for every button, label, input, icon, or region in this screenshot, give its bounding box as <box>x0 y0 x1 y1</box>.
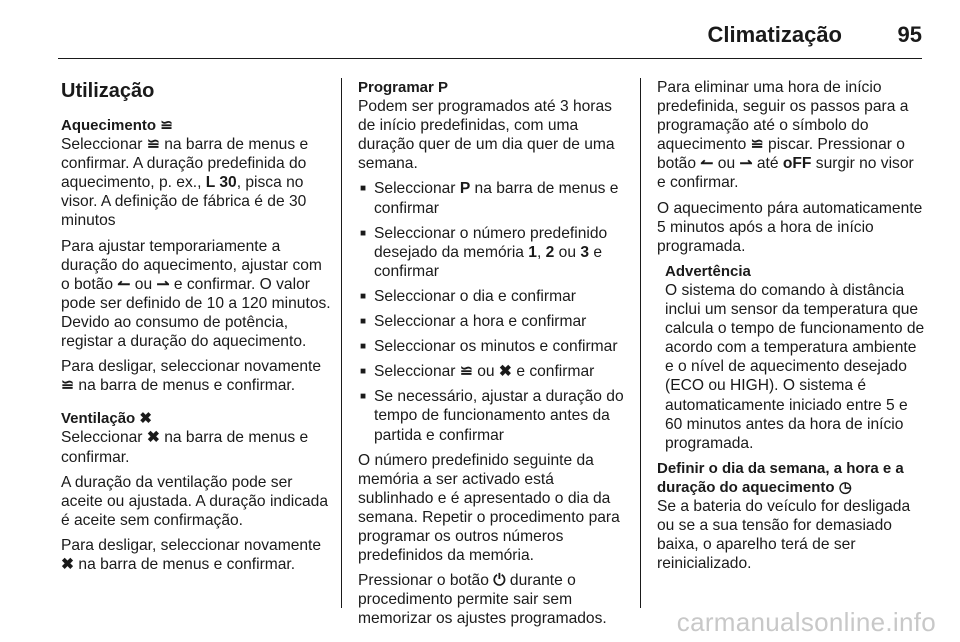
heating-icon: ≌ <box>750 136 764 154</box>
para-vent-2: A duração da ventilação pode ser aceite ou ajustada. A duração indicada é aceite sem confirmação. <box>61 473 329 529</box>
column-divider-2 <box>640 78 641 608</box>
list-item: ■ Seleccionar a hora e confirmar <box>358 312 628 331</box>
heating-icon: ≌ <box>146 136 160 154</box>
heating-icon: ≌ <box>459 363 473 381</box>
heading-ventilation <box>61 409 331 428</box>
watermark: carmanualsonline.info <box>676 607 936 637</box>
section-title: Utilização <box>61 80 155 102</box>
fan-icon: ✖ <box>61 555 75 573</box>
text: surgir no visor e confirmar. <box>657 155 914 192</box>
text: Seleccionar <box>374 363 460 381</box>
text: Para eliminar uma hora de início predefinida, seguir os passos para a programação até o símbolo do aquecimento <box>657 79 909 154</box>
heating-icon: ≌ <box>61 377 75 395</box>
text: , pisca no visor. A definição de fábrica é de 30 minutos <box>61 174 307 230</box>
list-item <box>358 362 628 381</box>
heading-set-day <box>657 459 925 497</box>
bold-text: 3 <box>580 243 590 261</box>
heading-ventilation-text: Ventilação <box>61 410 136 428</box>
bold-text: P <box>459 180 471 198</box>
list-item: ■ Se necessário, ajustar a duração do tempo de funcionamento antes da partida e confirmar <box>358 387 628 444</box>
text: Para desligar, seleccionar novamente <box>61 358 322 376</box>
heading-program: Programar P <box>358 79 449 96</box>
note-title: Advertência <box>665 262 751 280</box>
note-body: O sistema do comando à distância inclui um sensor da temperatura que calcula o tempo de funcionamento de acordo com a temperatura ambiente e o nível de aquecimento desejado (ECO ou HIGH). O sistema é automaticamente iniciado entre 5 e 60 minutos antes da hora de início programada. <box>665 281 925 452</box>
clock-icon: ◷ <box>838 478 852 496</box>
column-3 <box>657 78 925 579</box>
para-vent-1 <box>61 428 331 466</box>
para-heating-2 <box>61 237 331 352</box>
note-box <box>657 262 925 453</box>
list-item <box>358 179 628 217</box>
text: Seleccionar <box>374 180 460 198</box>
text: e confirmar <box>511 363 595 381</box>
text: Seleccionar <box>61 429 147 447</box>
text: na barra de menus e confirmar. <box>74 377 296 395</box>
bold-text: 2 <box>545 243 555 261</box>
text: na barra de menus e confirmar. <box>61 429 309 466</box>
text: Seleccionar <box>61 136 147 154</box>
text: durante o procedimento permite sair sem memorizar os ajustes programados. <box>358 572 607 628</box>
text: Para ajustar temporariamente a duração do aquecimento, ajustar com o botão <box>61 237 322 293</box>
page-header-title: Climatização <box>707 22 842 47</box>
column-2 <box>358 78 628 634</box>
text: ou <box>713 155 740 173</box>
text: Pressionar o botão <box>358 572 494 590</box>
minus-arrow-icon: ↼ <box>117 275 131 293</box>
plus-arrow-icon: ⇀ <box>156 275 170 293</box>
text: , <box>536 243 546 261</box>
text: Para desligar, seleccionar novamente <box>61 536 322 554</box>
fan-icon: ✖ <box>498 363 512 381</box>
list-item: ■ Seleccionar o dia e confirmar <box>358 287 628 306</box>
header-rule <box>58 58 922 59</box>
para-set-1: Se a bateria do veículo for desligada ou se a sua tensão for demasiado baixa, o aparelho terá de ser reinicializado. <box>657 497 911 573</box>
text: e confirmar <box>374 243 603 280</box>
heading-heating <box>61 116 331 135</box>
plus-arrow-icon: ⇀ <box>739 155 753 173</box>
para-program-2: O número predefinido seguinte da memória a ser activado está sublinhado e é apresentado o dia da semana. Repetir o procedimento para programar os outros números predefinidos da memória. <box>358 451 620 565</box>
bold-text: oFF <box>782 155 812 173</box>
program-steps-list <box>358 179 628 444</box>
text: ou <box>130 275 157 293</box>
heading-heating-text: Aquecimento <box>61 117 157 134</box>
text: na barra de menus e confirmar <box>374 180 619 217</box>
para-delete-2: O aquecimento pára automaticamente 5 minutos após a hora de início programada. <box>657 199 923 255</box>
para-program-3 <box>358 571 628 628</box>
text: e confirmar. O valor pode ser definido de 10 a 120 minutos. Devido ao consumo de potência, registar a duração do aquecimento. <box>61 275 331 351</box>
para-delete-1 <box>657 78 925 193</box>
para-program-1: Podem ser programados até 3 horas de início predefinidas, com uma duração quer de um dia quer de uma semana. <box>358 98 615 173</box>
fan-icon: ✖ <box>139 410 152 428</box>
fan-icon: ✖ <box>146 429 160 447</box>
power-icon: ⏻ <box>493 572 506 590</box>
text: até <box>752 155 783 173</box>
minus-arrow-icon: ↼ <box>700 155 714 173</box>
text: Seleccionar o número predefinido desejado da memória <box>374 224 608 261</box>
page-number: 95 <box>897 22 922 47</box>
text: ou <box>554 243 581 261</box>
text: na barra de menus e confirmar. A duração predefinida do aquecimento, p. ex., <box>61 136 309 192</box>
para-heating-1 <box>61 135 331 230</box>
column-divider-1 <box>341 78 342 608</box>
text: piscar. Pressionar o botão <box>657 136 905 173</box>
column-1 <box>61 78 331 580</box>
heading-set-day-text: Definir o dia da semana, a hora e a duração do aquecimento <box>657 459 904 496</box>
text: na barra de menus e confirmar. <box>74 555 296 573</box>
list-item: ■ Seleccionar os minutos e confirmar <box>358 337 628 356</box>
list-item <box>358 224 628 281</box>
para-heating-3 <box>61 357 331 395</box>
para-vent-3 <box>61 536 331 574</box>
text: ou <box>472 363 499 381</box>
bold-text: L 30 <box>205 174 237 192</box>
heating-icon: ≌ <box>160 117 173 134</box>
bold-text: 1 <box>528 243 537 261</box>
